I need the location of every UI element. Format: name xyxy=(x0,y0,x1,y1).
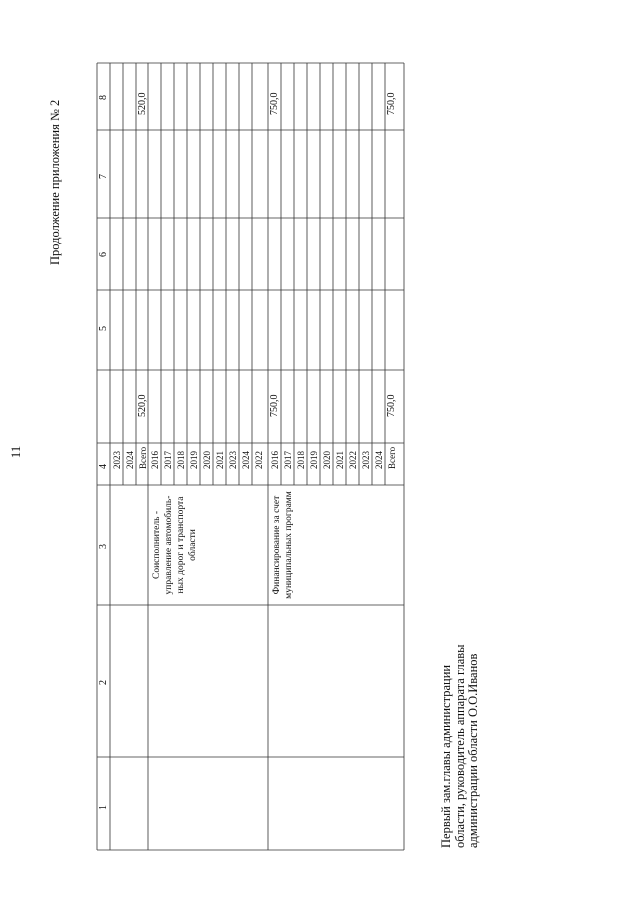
year-cell: Всего xyxy=(138,446,148,469)
year-cell: 2024 xyxy=(241,451,251,469)
year-cell: 2017 xyxy=(283,451,293,469)
col-number-7: 7 xyxy=(98,174,109,179)
value-cell: 520,0 xyxy=(137,92,148,115)
year-cell: 2019 xyxy=(309,451,319,469)
year-cell: 2019 xyxy=(189,451,199,469)
year-cell: 2018 xyxy=(296,451,306,469)
value-cell: 520,0 xyxy=(137,394,148,417)
year-cell: Всего xyxy=(387,446,397,469)
col-number-2: 2 xyxy=(98,680,109,685)
year-cell: 2017 xyxy=(163,451,173,469)
year-cell: 2020 xyxy=(322,451,332,469)
year-cell: 2022 xyxy=(254,451,264,469)
signature-line: области, руководитель аппарата главы xyxy=(452,644,467,848)
continuation-caption: Продолжение приложения № 2 xyxy=(48,99,62,265)
year-cell: 2022 xyxy=(348,451,358,469)
year-cell: 2016 xyxy=(150,451,160,469)
col-number-5: 5 xyxy=(98,326,109,331)
year-cell: 2021 xyxy=(215,451,225,469)
year-cell: 2021 xyxy=(335,451,345,469)
signature-line: Первый зам.главы администрации xyxy=(439,664,453,848)
col-number-1: 1 xyxy=(98,805,109,810)
signature-block xyxy=(440,548,481,848)
signature-line: администрации области О.О.Иванов xyxy=(466,653,480,848)
value-cell: 750,0 xyxy=(386,394,397,417)
col-number-6: 6 xyxy=(98,252,109,257)
year-cell: 2023 xyxy=(112,451,122,469)
year-cell: 2018 xyxy=(176,451,186,469)
row-description: Соисполнитель - управление автомобиль-ных дорог и транспорта области xyxy=(152,495,198,595)
row-description: Финансирование за счет муниципальных программ xyxy=(272,491,294,599)
year-cell: 2024 xyxy=(374,451,384,469)
value-cell: 750,0 xyxy=(269,92,280,115)
page-number: 11 xyxy=(8,445,23,459)
year-cell: 2023 xyxy=(361,451,371,469)
year-cell: 2020 xyxy=(202,451,212,469)
col-number-3: 3 xyxy=(98,544,109,549)
value-cell: 750,0 xyxy=(386,92,397,115)
value-cell: 750,0 xyxy=(269,394,280,417)
year-cell: 2024 xyxy=(125,451,135,469)
year-cell: 2016 xyxy=(270,451,280,469)
col-number-8: 8 xyxy=(98,95,109,100)
year-cell: 2023 xyxy=(228,451,238,469)
col-number-4: 4 xyxy=(98,464,109,469)
